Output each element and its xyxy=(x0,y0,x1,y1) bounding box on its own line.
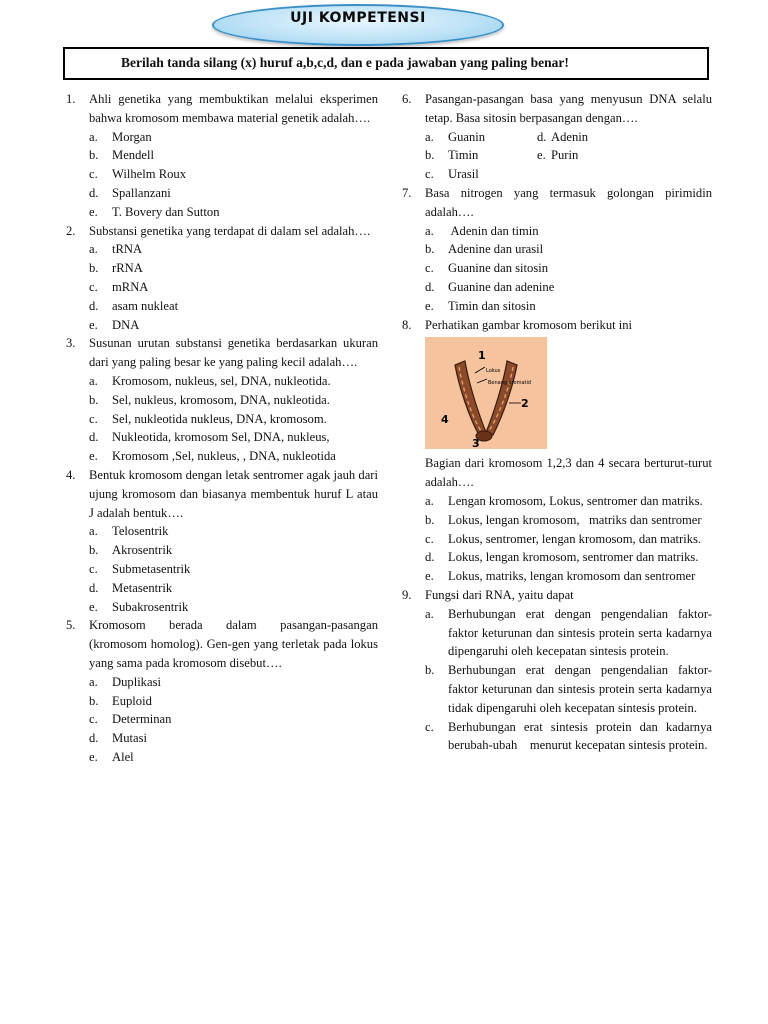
option-a[interactable] xyxy=(62,128,378,147)
option-e[interactable] xyxy=(62,748,378,767)
option-letter: b. xyxy=(89,543,99,558)
option-text: Lokus, sentromer, lengan kromosom, dan matriks. xyxy=(448,531,702,546)
option-a[interactable] xyxy=(398,222,712,241)
option-text: Nukleotida, kromosom Sel, DNA, nukleus, xyxy=(112,430,330,445)
option-text: Mutasi xyxy=(112,731,147,746)
option-d[interactable] xyxy=(62,729,378,748)
option-text: T. Bovery dan Sutton xyxy=(112,204,220,219)
option-letter: e. xyxy=(89,317,98,332)
option-text: Kromosom, nukleus, sel, DNA, nukleotida. xyxy=(112,373,331,388)
option-text: Wilhelm Roux xyxy=(112,167,187,182)
chromosome-figure xyxy=(425,337,547,449)
chromosome-illustration xyxy=(425,337,547,449)
option-letter: b. xyxy=(89,693,99,708)
option-text: Lokus, matriks, lengan kromosom dan sentromer xyxy=(448,569,696,584)
instruction-box xyxy=(63,47,709,80)
option-text: Telosentrik xyxy=(112,524,169,539)
option-letter: e. xyxy=(425,298,434,313)
option-c[interactable] xyxy=(62,165,378,184)
option-letter: b. xyxy=(89,392,99,407)
question-text: Pasangan-pasangan basa yang menyusun DNA selalu tetap. Basa sitosin berpasangan dengan…. xyxy=(425,92,712,125)
option-text: Duplikasi xyxy=(112,674,161,689)
question-1 xyxy=(62,90,378,222)
option-letter: e. xyxy=(425,569,434,584)
question-number: 5. xyxy=(66,618,76,633)
pointer-line-1 xyxy=(475,367,485,373)
option-a[interactable] xyxy=(62,372,378,391)
option-letter: a. xyxy=(89,129,98,144)
option-letter: c. xyxy=(425,531,434,546)
option-letter: a. xyxy=(89,524,98,539)
option-d[interactable] xyxy=(62,579,378,598)
option-d[interactable] xyxy=(62,184,378,203)
question-number: 1. xyxy=(66,92,76,106)
option-text: Metasentrik xyxy=(112,580,173,595)
option-letter: a. xyxy=(89,373,98,388)
figure-label-2: 2 xyxy=(521,397,529,411)
option-letter: a. xyxy=(89,242,98,257)
question-number: 3. xyxy=(66,336,76,351)
option-letter: c. xyxy=(425,261,434,276)
option-letter: e. xyxy=(89,204,98,219)
option-text: Sel, nukleotida nukleus, DNA, kromosom. xyxy=(112,411,327,426)
option-letter: c. xyxy=(89,561,98,576)
option-text: DNA xyxy=(112,317,140,332)
option-text: asam nukleat xyxy=(112,298,179,313)
option-letter: a. xyxy=(425,129,434,144)
option-c[interactable] xyxy=(398,530,712,549)
option-c[interactable] xyxy=(398,165,712,184)
option-text: Sel, nukleus, kromosom, DNA, nukleotida. xyxy=(112,392,330,407)
option-text: Morgan xyxy=(112,129,152,144)
option-letter: c. xyxy=(89,167,98,182)
option-b[interactable] xyxy=(62,259,378,278)
option-text: Timin dan sitosin xyxy=(448,298,536,313)
option-text: Subakrosentrik xyxy=(112,599,189,614)
question-text: Susunan urutan substansi genetika berdasarkan ukuran dari yang paling besar ke yang paling kecil adalah…. xyxy=(89,336,378,370)
question-number: 7. xyxy=(402,185,412,200)
option-text: Submetasentrik xyxy=(112,561,191,576)
option-letter: d. xyxy=(89,298,99,313)
option-letter: b. xyxy=(425,148,435,163)
option-e[interactable] xyxy=(62,316,378,335)
option-e[interactable] xyxy=(537,146,649,165)
option-letter: b. xyxy=(425,242,435,257)
option-letter: e. xyxy=(89,449,98,464)
option-text: mRNA xyxy=(112,279,149,294)
option-letter: a. xyxy=(89,674,98,689)
option-letter: c. xyxy=(89,279,98,294)
option-text: Urasil xyxy=(448,167,479,182)
option-a[interactable] xyxy=(62,240,378,259)
question-text: Ahli genetika yang membuktikan melalui eksperimen bahwa kromosom membawa material genetik adalah…. xyxy=(89,92,378,125)
option-a[interactable] xyxy=(425,128,537,147)
option-text: tRNA xyxy=(112,242,143,257)
option-b[interactable] xyxy=(398,511,712,530)
option-letter: b. xyxy=(89,261,99,276)
option-text: Berhubungan erat dengan pengendalian faktor-faktor keturunan dan sintesis protein serta kadarnya tidak dipengaruhi oleh kecepatan sintesis protein. xyxy=(448,663,712,715)
chromatid-left xyxy=(455,361,487,435)
option-d[interactable] xyxy=(62,428,378,447)
question-2 xyxy=(62,222,378,335)
option-letter: d. xyxy=(89,185,99,200)
option-b[interactable] xyxy=(62,391,378,410)
option-letter: d. xyxy=(425,550,435,565)
option-text: Euploid xyxy=(112,693,152,708)
option-text: Guanine dan adenine xyxy=(448,279,555,294)
option-letter: b. xyxy=(425,663,435,678)
option-text: Adenine dan urasil xyxy=(448,242,544,257)
option-text: Mendell xyxy=(112,148,154,163)
question-3 xyxy=(62,334,378,466)
option-letter: e. xyxy=(537,148,546,163)
question-text-continued: Bagian dari kromosom 1,2,3 dan 4 secara berturut-turut adalah…. xyxy=(425,456,712,490)
question-9 xyxy=(398,586,716,755)
option-letter: a. xyxy=(425,223,434,238)
option-e[interactable] xyxy=(62,598,378,617)
option-c[interactable] xyxy=(398,259,712,278)
option-letter: d. xyxy=(537,129,547,144)
question-text: Kromosom berada dalam pasangan-pasangan (kromosom homolog). Gen-gen yang terletak pada lokus yang sama pada kromosom disebut…. xyxy=(89,618,378,670)
option-b[interactable] xyxy=(398,661,712,717)
option-letter: b. xyxy=(425,512,435,527)
question-6 xyxy=(398,90,712,184)
figure-small-label-2: Benang kromatid xyxy=(488,380,532,387)
question-text: Basa nitrogen yang termasuk golongan pirimidin adalah…. xyxy=(425,185,712,219)
page-title: UJI KOMPETENSI xyxy=(290,10,426,26)
option-text: Kromosom ,Sel, nukleus, , DNA, nukleotida xyxy=(112,449,336,464)
option-text: Berhubungan erat dengan pengendalian faktor-faktor keturunan dan sintesis protein serta kadarnya dipengaruhi oleh kecepatan sintesis protein. xyxy=(448,606,712,659)
option-text: Adenin dan timin xyxy=(448,223,539,238)
question-7 xyxy=(398,184,712,316)
question-text: Substansi genetika yang terdapat di dalam sel adalah…. xyxy=(89,223,371,238)
option-a[interactable] xyxy=(62,522,378,541)
option-letter: d. xyxy=(425,279,435,294)
option-b[interactable] xyxy=(398,240,712,259)
option-letter: c. xyxy=(89,712,98,727)
option-letter: a. xyxy=(425,606,434,621)
option-b[interactable] xyxy=(62,541,378,560)
figure-label-1: 1 xyxy=(478,349,486,363)
question-5 xyxy=(62,616,378,766)
option-a[interactable] xyxy=(62,673,378,692)
figure-label-4: 4 xyxy=(441,413,449,427)
option-d[interactable] xyxy=(62,297,378,316)
question-number: 4. xyxy=(66,467,76,482)
option-letter: a. xyxy=(425,493,434,508)
figure-label-3: 3 xyxy=(472,437,480,451)
question-number: 9. xyxy=(402,587,412,602)
option-e[interactable] xyxy=(398,297,712,316)
question-text: Fungsi dari RNA, yaitu dapat xyxy=(425,587,574,602)
instruction-text: Berilah tanda silang (x) huruf a,b,c,d, dan e pada jawaban yang paling benar! xyxy=(121,55,569,70)
option-text: Akrosentrik xyxy=(112,543,173,558)
option-c[interactable] xyxy=(62,710,378,729)
option-text: Lokus, lengan kromosom, sentromer dan matriks. xyxy=(448,550,699,565)
question-8 xyxy=(398,316,712,586)
option-c[interactable] xyxy=(398,718,716,756)
question-text-continued-wrap xyxy=(398,454,712,492)
option-c[interactable] xyxy=(62,560,378,579)
option-letter: c. xyxy=(89,411,98,426)
option-c[interactable] xyxy=(62,410,378,429)
option-text: Lokus, lengan kromosom, matriks dan sentromer xyxy=(448,512,702,527)
option-e[interactable] xyxy=(62,447,378,466)
question-4 xyxy=(62,466,378,616)
right-column xyxy=(398,90,716,755)
option-text: Lengan kromosom, Lokus, sentromer dan matriks. xyxy=(448,493,703,508)
option-letter: d. xyxy=(89,580,99,595)
question-number: 8. xyxy=(402,317,412,332)
left-column xyxy=(62,90,378,767)
option-text: Adenin xyxy=(551,129,589,144)
option-text: Timin xyxy=(448,148,479,163)
option-text: Berhubungan erat sintesis protein dan kadarnya berubah-ubah menurut kecepatan sintesis protein. xyxy=(448,719,716,753)
option-b[interactable] xyxy=(62,692,378,711)
question-number: 6. xyxy=(402,92,412,106)
option-e[interactable] xyxy=(62,203,378,222)
option-text: Spallanzani xyxy=(112,185,171,200)
option-c[interactable] xyxy=(62,278,378,297)
option-a[interactable] xyxy=(398,492,712,511)
option-b[interactable] xyxy=(62,146,378,165)
title-banner xyxy=(212,4,504,46)
option-b[interactable] xyxy=(425,146,537,165)
option-e[interactable] xyxy=(398,567,712,586)
option-text: rRNA xyxy=(112,261,143,276)
option-text: Determinan xyxy=(112,712,172,727)
option-letter: c. xyxy=(425,167,434,182)
option-letter: d. xyxy=(89,731,99,746)
option-letter: e. xyxy=(89,599,98,614)
question-number: 2. xyxy=(66,223,76,238)
option-a[interactable] xyxy=(398,605,712,661)
option-letter: e. xyxy=(89,749,98,764)
option-text: Alel xyxy=(112,749,134,764)
option-letter: c. xyxy=(425,719,434,734)
question-text: Perhatikan gambar kromosom berikut ini xyxy=(425,317,633,332)
option-d[interactable] xyxy=(398,548,712,567)
option-text: Guanin xyxy=(448,129,486,144)
option-text: Guanine dan sitosin xyxy=(448,261,549,276)
option-text: Purin xyxy=(551,148,579,163)
option-d[interactable] xyxy=(537,128,649,147)
question-text: Bentuk kromosom dengan letak sentromer agak jauh dari ujung kromosom dan biasanya membentuk huruf L atau J adalah bentuk…. xyxy=(89,467,378,520)
option-letter: b. xyxy=(89,148,99,163)
option-letter: d. xyxy=(89,430,99,445)
option-d[interactable] xyxy=(398,278,712,297)
figure-small-label-1: Lokus xyxy=(486,368,501,375)
